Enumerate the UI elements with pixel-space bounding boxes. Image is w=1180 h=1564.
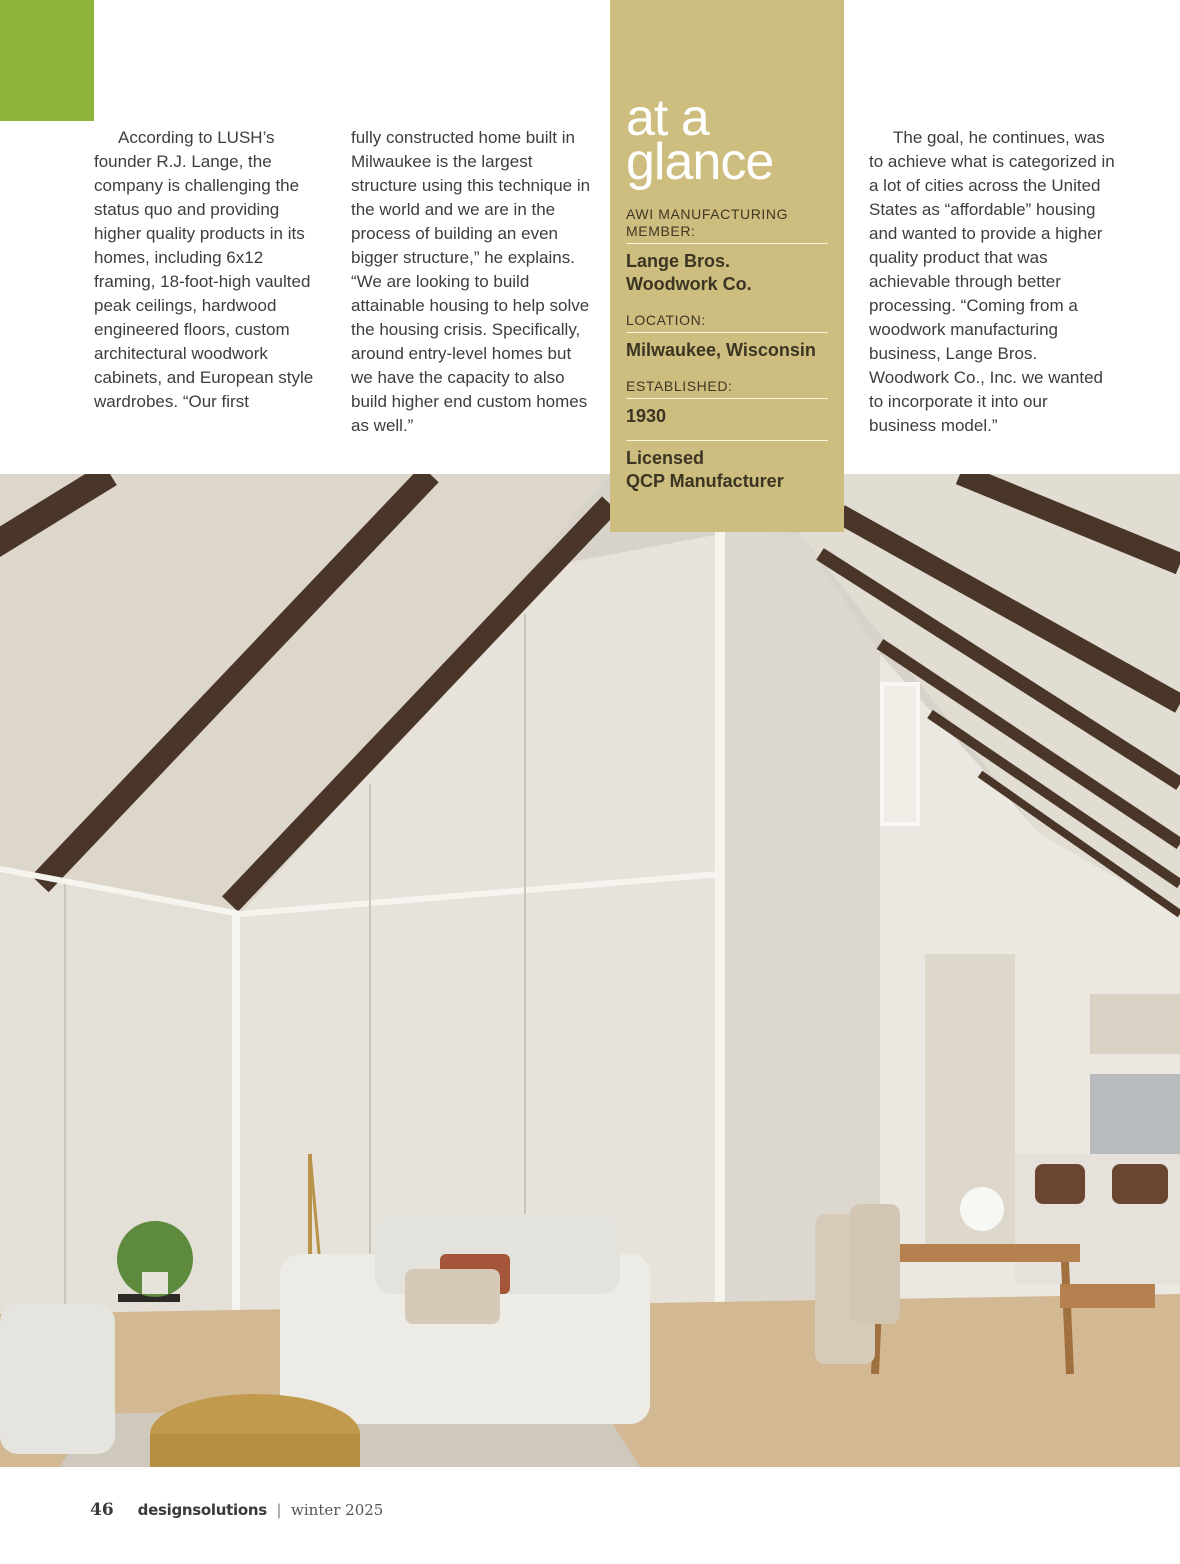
license-value-line: Licensed <box>626 448 705 468</box>
established-value: 1930 <box>626 406 667 426</box>
sidebar-divider <box>626 440 828 441</box>
sidebar-title-line: glance <box>626 133 774 191</box>
issue-date: winter 2025 <box>291 1501 384 1519</box>
green-accent-tab <box>0 0 94 121</box>
established-label: ESTABLISHED: <box>626 378 828 399</box>
member-value-line: Lange Bros. <box>626 251 731 271</box>
member-value <box>626 250 828 296</box>
sidebar-title-line: at a <box>626 89 709 147</box>
license-value <box>626 447 828 493</box>
license-value-line: QCP Manufacturer <box>626 471 784 491</box>
article-paragraph: According to LUSH’s founder R.J. Lange, the company is challenging the status quo and providing higher quality products in its homes, including 6x12 framing, 18-foot-high vaulted peak ceilings, hardwood engineered floors, custom architectural woodwork cabinets, and European style wardrobes. “Our first <box>94 128 314 411</box>
location-value: Milwaukee, Wisconsin <box>626 340 816 360</box>
article-column-1 <box>94 126 326 414</box>
article-column-3 <box>869 126 1117 438</box>
page-number: 46 <box>90 1500 114 1520</box>
location-label: LOCATION: <box>626 312 828 333</box>
footer-separator: | <box>276 1502 282 1519</box>
article-paragraph: fully constructed home built in Milwaukee is the largest structure using this technique in the world and we are in the process of building an even bigger structure,” he explains. “We are looking to build attainable housing to help solve the housing crisis. Specifically, around entry-level homes but we have the capacity to also build higher end custom homes as well.” <box>351 128 591 435</box>
article-paragraph: The goal, he continues, was to achieve what is categorized in a lot of cities across the United States as “affordable” housing and wanted to provide a higher quality product that was achievable through better processing. “Coming from a woodwork manufacturing business, Lange Bros. Woodwork Co., Inc. we wanted to incorporate it into our business model.” <box>869 128 1115 435</box>
publication-name: designsolutions <box>137 1501 267 1519</box>
sidebar-title <box>626 89 828 191</box>
interior-living-room-photo <box>0 474 1180 1467</box>
page-footer <box>90 1500 383 1520</box>
at-a-glance-sidebar <box>610 0 844 532</box>
article-column-2 <box>351 126 591 438</box>
member-label: AWI MANUFACTURING MEMBER: <box>626 206 828 244</box>
member-value-line: Woodwork Co. <box>626 274 752 294</box>
